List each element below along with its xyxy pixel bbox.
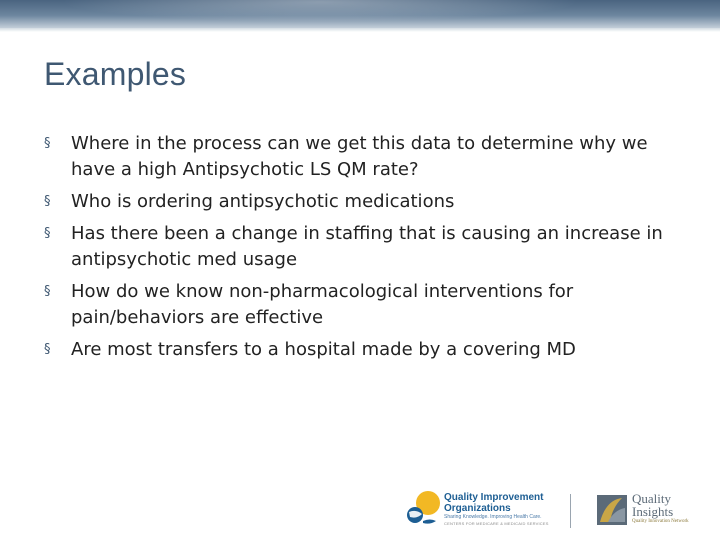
quality-insights-logo-icon — [596, 492, 630, 528]
qio-logo-text — [444, 492, 584, 527]
bullet-marker-icon: § — [44, 226, 51, 241]
header-band-sheen — [60, 0, 580, 22]
bullet-text: Are most transfers to a hospital made by a covering MD — [71, 339, 576, 360]
bullet-marker-icon: § — [44, 342, 51, 357]
bullet-list — [44, 131, 684, 369]
bullet-marker-icon: § — [44, 136, 51, 151]
qio-name-line2: Organizations — [444, 503, 511, 514]
bullet-text: Where in the process can we get this data to determine why we have a high Antipsychotic LS QM rate? — [71, 133, 648, 180]
bullet-text: Who is ordering antipsychotic medications — [71, 191, 455, 212]
bullet-item — [44, 221, 684, 273]
bullet-item — [44, 131, 684, 183]
quality-insights-logo-text — [632, 492, 696, 525]
qi-name: Quality Insights — [632, 491, 674, 519]
bullet-item — [44, 337, 684, 363]
qi-tagline: Quality Innovation Network — [632, 519, 689, 524]
bullet-item — [44, 279, 684, 331]
bullet-text: How do we know non-pharmacological interventions for pain/behaviors are effective — [71, 281, 574, 328]
bullet-marker-icon: § — [44, 194, 51, 209]
logo-divider — [570, 494, 571, 528]
footer-logos — [404, 488, 694, 534]
qio-logo-icon — [404, 488, 442, 528]
title-divider — [0, 28, 720, 32]
bullet-item — [44, 189, 684, 215]
slide-title: Examples — [44, 56, 187, 92]
qio-tagline: Sharing Knowledge. Improving Health Care. — [444, 514, 542, 520]
qio-subline: CENTERS FOR MEDICARE & MEDICAID SERVICES — [444, 521, 549, 526]
qio-name-line1: Quality Improvement — [444, 492, 544, 503]
header-band — [0, 0, 720, 28]
bullet-text: Has there been a change in staffing that is causing an increase in antipsychotic med usage — [71, 223, 663, 270]
bullet-marker-icon: § — [44, 284, 51, 299]
